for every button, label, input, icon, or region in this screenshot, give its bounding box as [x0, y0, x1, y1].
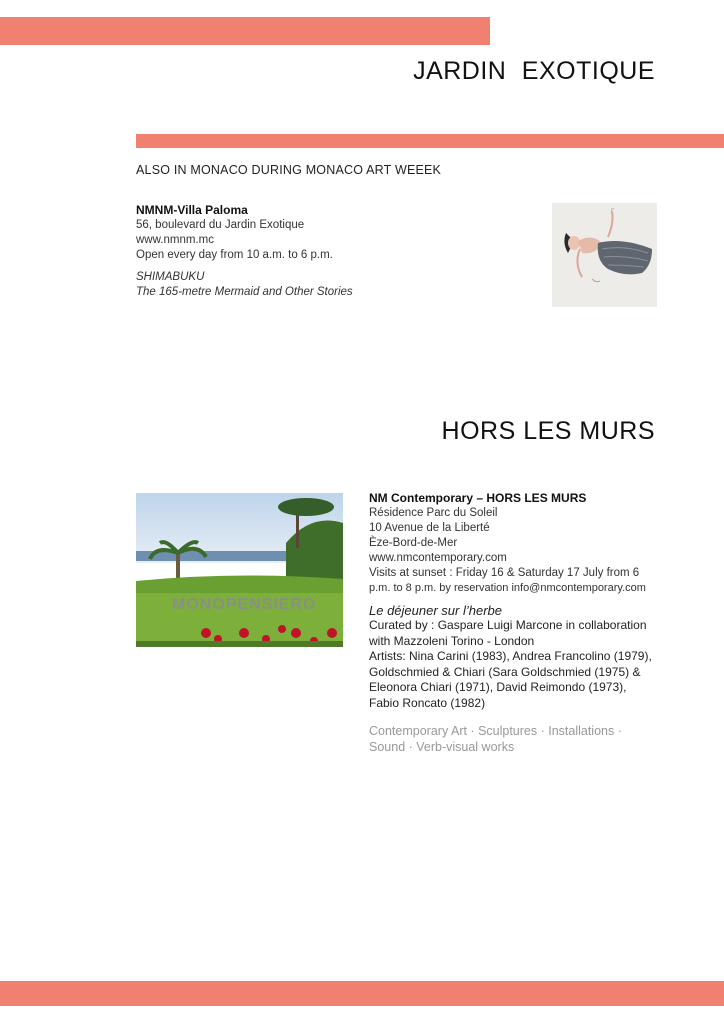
exhibition-title: The 165-metre Mermaid and Other Stories [136, 286, 353, 298]
mermaid-artwork-image [552, 203, 657, 307]
venue-address: 56, boulevard du Jardin Exotique [136, 219, 305, 231]
artists-line: Goldschmied & Chiari (Sara Goldschmied (1975) & [369, 664, 641, 679]
venue-address-line: Èze-Bord-de-Mer [369, 537, 458, 549]
venue-name: NMNM-Villa Paloma [136, 203, 248, 217]
artist-name: SHIMABUKU [136, 271, 205, 283]
visit-info-line: Visits at sunset : Friday 16 & Saturday 17 July from 6 [369, 567, 640, 579]
categories-line: Contemporary Art · Sculptures · Installations · [369, 724, 622, 738]
artists-line: Fabio Roncato (1982) [369, 695, 486, 710]
venue-hours: Open every day from 10 a.m. to 6 p.m. [136, 249, 333, 261]
svg-text:MONOPENSIERO: MONOPENSIERO [172, 596, 317, 613]
venue-nmnm-villa-paloma [136, 203, 516, 300]
artists-line: Eleonora Chiari (1971), David Reimondo (1973), [369, 680, 627, 694]
venue-website-link[interactable]: www.nmcontemporary.com [369, 552, 507, 564]
top-accent-bar [0, 17, 490, 45]
curator-line: with Mazzoleni Torino - London [369, 633, 535, 648]
venue-nm-contemporary [369, 491, 659, 755]
artists-line: Artists: Nina Carini (1983), Andrea Francolino (1979), [369, 649, 652, 663]
section-title-hors-les-murs: HORS LES MURS [441, 417, 655, 445]
venue-address-line: 10 Avenue de la Liberté [369, 522, 490, 534]
categories-line: Sound · Verb-visual works [369, 740, 515, 754]
venue-website-link[interactable]: www.nmnm.mc [136, 234, 214, 246]
bottom-accent-bar [0, 981, 724, 1006]
garden-artwork-image [136, 493, 343, 647]
section-divider-bar [136, 134, 724, 148]
exhibition-title: Le déjeuner sur l’herbe [369, 603, 502, 618]
visit-info-line: p.m. to 8 p.m. by reservation info@nmcontemporary.com [369, 582, 646, 594]
curator-line: Curated by : Gaspare Luigi Marcone in collaboration [369, 618, 647, 632]
venue-address-line: Résidence Parc du Soleil [369, 507, 498, 519]
also-in-monaco-heading: ALSO IN MONACO DURING MONACO ART WEEEK [136, 163, 442, 177]
section-title-jardin-exotique: JARDIN EXOTIQUE [413, 57, 655, 85]
venue-name: NM Contemporary – HORS LES MURS [369, 491, 587, 505]
